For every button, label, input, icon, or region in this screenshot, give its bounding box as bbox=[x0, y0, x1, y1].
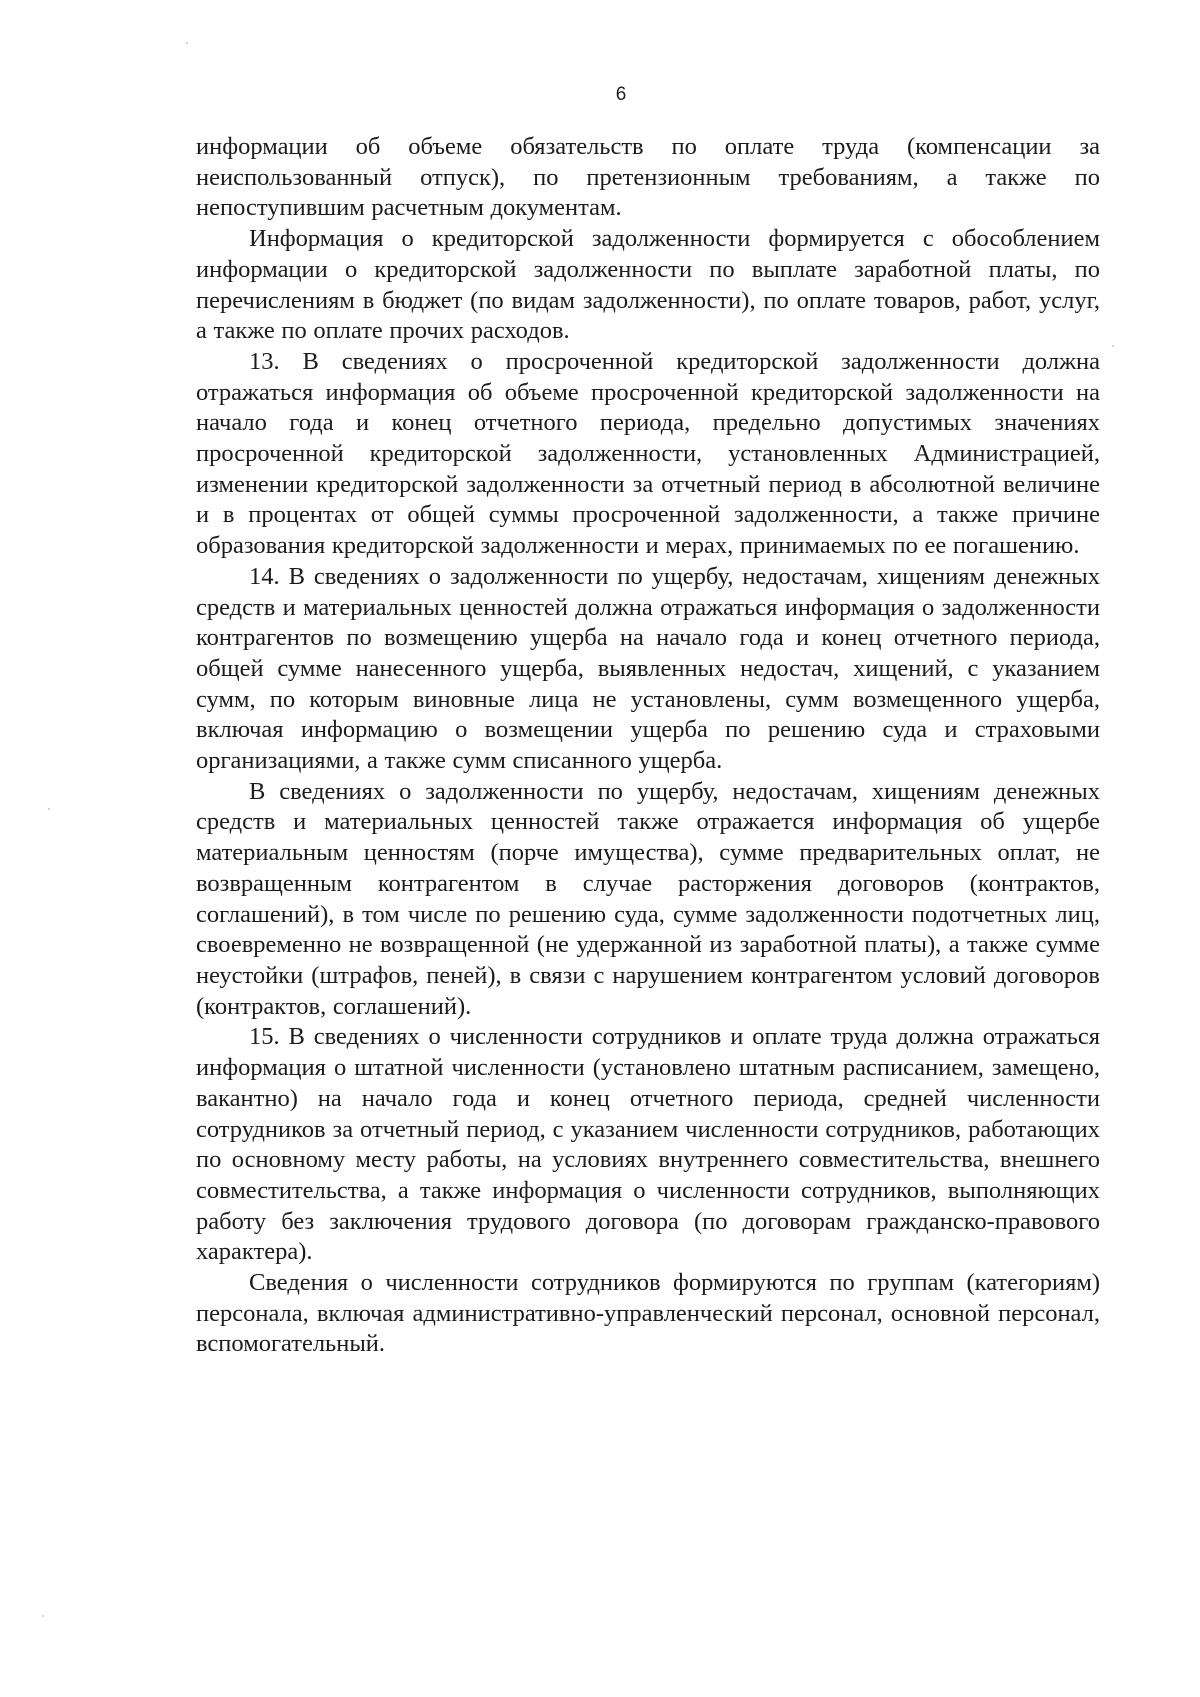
scan-speck bbox=[1112, 345, 1114, 347]
page-number: 6 bbox=[615, 84, 627, 105]
paragraph: Сведения о численности сотрудников формируются по группам (категориям) персонала, включая административно-управленческий персонал, основной персонал, вспомогательный. bbox=[196, 1269, 1100, 1358]
scan-speck bbox=[186, 42, 188, 44]
paragraph: В сведениях о задолженности по ущербу, недостачам, хищениям денежных средств и материальных ценностей также отражается информация об ущербе материальным ценностям (порче имущества), сумме предварительных оплат, не возвращенным контрагентом в случае расторжения договоров (контрактов, соглашений), в том числе по решению суда, сумме задолженности подотчетных лиц, своевременно не возвращенной (не удержанной из заработной платы), а также сумме неустойки (штрафов, пеней), в связи с нарушением контрагентом условий договоров (контрактов, соглашений). bbox=[196, 777, 1100, 1020]
scan-speck bbox=[42, 1615, 44, 1617]
paragraph: Информация о кредиторской задолженности формируется с обособлением информации о кредиторской задолженности по выплате заработной платы, по перечислениям в бюджет (по видам задолженности), по оплате товаров, работ, услуг, а также по оплате прочих расходов. bbox=[196, 225, 1100, 345]
paragraph: 14. В сведениях о задолженности по ущербу, недостачам, хищениям денежных средств и материальных ценностей должна отражаться информация о задолженности контрагентов по возмещению ущерба на начало года и конец отчетного периода, общей сумме нанесенного ущерба, выявленных недостач, хищений, с указанием сумм, по которым виновные лица не установлены, сумм возмещенного ущерба, включая информацию о возмещении ущерба по решению суда и страховыми организациями, а также сумм списанного ущерба. bbox=[196, 562, 1100, 775]
paragraph: 13. В сведениях о просроченной кредиторской задолженности должна отражаться информация об объеме просроченной кредиторской задолженности на начало года и конец отчетного периода, предельно допустимых значениях просроченной кредиторской задолженности, установленных Администрацией, изменении кредиторской задолженности за отчетный период в абсолютной величине и в процентах от общей суммы просроченной задолженности, а также причине образования кредиторской задолженности и мерах, принимаемых по ее погашению. bbox=[196, 347, 1100, 560]
paragraph: 15. В сведениях о численности сотрудников и оплате труда должна отражаться информация о штатной численности (установлено штатным расписанием, замещено, вакантно) на начало года и конец отчетного периода, средней численности сотрудников за отчетный период, с указанием численности сотрудников, работающих по основному месту работы, на условиях внутреннего совместительства, внешнего совместительства, а также информация о численности сотрудников, выполняющих работу без заключения трудового договора (по договорам гражданско-правового характера). bbox=[196, 1023, 1100, 1266]
scan-speck bbox=[48, 808, 50, 810]
document-body bbox=[196, 132, 1100, 1360]
paragraph: информации об объеме обязательств по оплате труда (компенсации за неиспользованный отпуск), по претензионным требованиям, а также по непоступившим расчетным документам. bbox=[196, 133, 1100, 222]
